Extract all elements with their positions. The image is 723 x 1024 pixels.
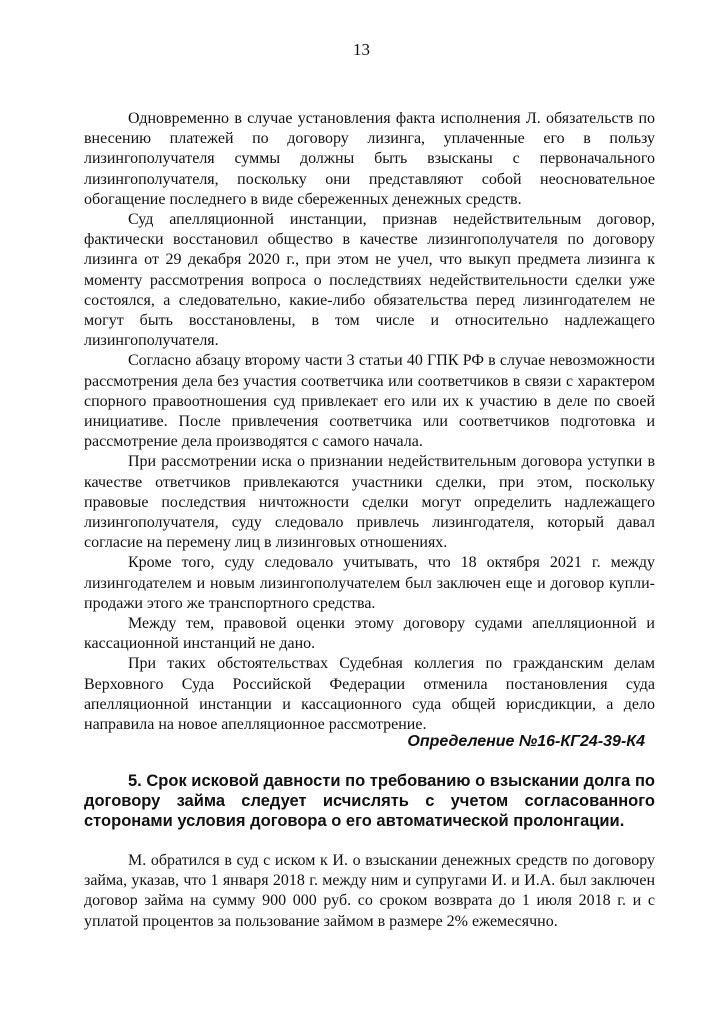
- case-reference: Определение №16-КГ24-39-К4: [407, 733, 645, 750]
- page-number: 13: [353, 40, 370, 59]
- body-text-continued: [84, 851, 655, 932]
- paragraph: Одновременно в случае установления факта исполнения Л. обязательств по внесению платежей по договору лизинга, уплаченные его в пользу лизингополучателя суммы должны быть взысканы с первоначального лизингополучателя, поскольку они представляют собой неосновательное обогащение последнего в виде сбереженных денежных средств.: [84, 110, 655, 208]
- paragraph: М. обратился в суд с иском к И. о взыскании денежных средств по договору займа, указав, что 1 января 2018 г. между ним и супругами И. и И.А. был заключен договор займа на сумму 900 000 руб. со сроком возврата до 1 июля 2018 г. и с уплатой процентов за пользование займом в размере 2% ежемесячно.: [84, 852, 655, 930]
- paragraph: При рассмотрении иска о признании недействительным договора уступки в качестве ответчиков привлекаются участники сделки, при этом, поскольку правовые последствия ничтожности сделки могут определить надлежащего лизингополучателя, суду следовало привлечь лизингодателя, который давал согласие на перемену лиц в лизинговых отношениях.: [84, 453, 655, 552]
- paragraph: Согласно абзацу второму части 3 статьи 40 ГПК РФ в случае невозможности рассмотрения дела без участия соответчика или соответчиков в связи с характером спорного правоотношения суд привлекает его или их к участию в деле по своей инициативе. После привлечения соответчика или соответчиков подготовка и рассмотрение дела производятся с самого начала.: [84, 352, 655, 451]
- body-text: [84, 109, 655, 735]
- paragraph: Кроме того, суду следовало учитывать, что 18 октября 2021 г. между лизингодателем и новым лизингополучателем был заключен еще и договор купли-продажи этого же транспортного средства.: [84, 554, 655, 612]
- paragraph: При таких обстоятельствах Судебная коллегия по гражданским делам Верховного Суда Российской Федерации отменила постановления суда апелляционной инстанции и кассационного суда общей юрисдикции, а дело направила на новое апелляционное рассмотрение.: [84, 655, 655, 734]
- paragraph: Между тем, правовой оценки этому договору судами апелляционной и кассационной инстанций не дано.: [84, 615, 655, 653]
- paragraph: Суд апелляционной инстанции, признав недействительным договор, фактически восстановил общество в качестве лизингополучателя по договору лизинга от 29 декабря 2020 г., при этом не учел, что выкуп предмета лизинга к моменту рассмотрения вопроса о последствиях недействительности сделки уже состоялся, а следовательно, какие-либо обязательства перед лизингодателем не могут быть восстановлены, в том числе и относительно надлежащего лизингополучателя.: [84, 211, 655, 350]
- section-heading: 5. Срок исковой давности по требованию о взыскании долга по договору займа следует исчислять с учетом согласованного сторонами условия договора о его автоматической пролонгации.: [84, 772, 655, 830]
